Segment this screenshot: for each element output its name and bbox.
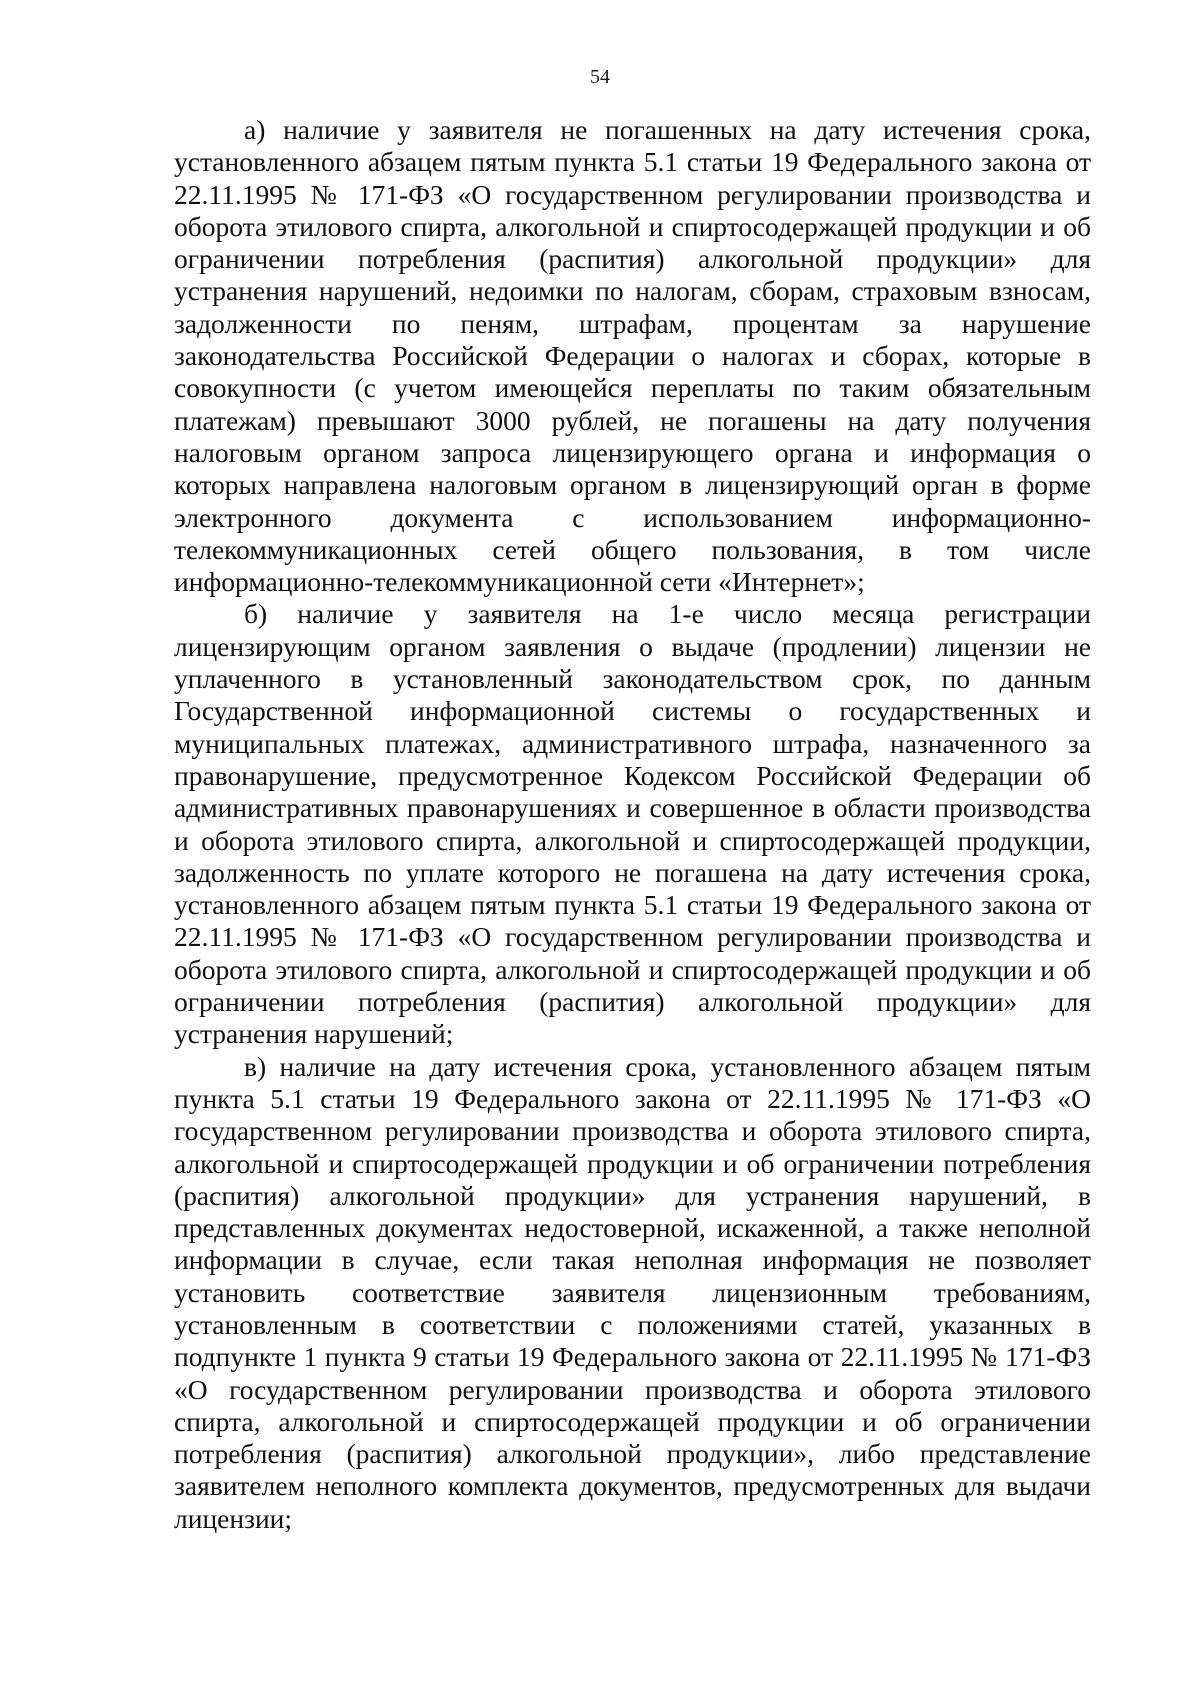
paragraph-b: б) наличие у заявителя на 1-е число месяца регистрации лицензирующим органом заявления о выдаче (продлении) лицензии не уплаченного в установленный законодательством срок, по данным Государственной информационной системы о государственных и муниципальных платежах, административного штрафа, назначенного за правонарушение, предусмотренное Кодексом Российской Федерации об административных правонарушениях и совершенное в области производства и оборота этилового спирта, алкогольной и спиртосодержащей продукции, задолженность по уплате которого не погашена на дату истечения срока, установленного абзацем пятым пункта 5.1 статьи 19 Федерального закона от 22.11.1995 № 171-ФЗ «О государственном регулировании производства и оборота этилового спирта, алкогольной и спиртосодержащей продукции и об ограничении потребления (распития) алкогольной продукции» для устранения нарушений; [174,598,1091,1050]
paragraph-a: а) наличие у заявителя не погашенных на дату истечения срока, установленного абзацем пятым пункта 5.1 статьи 19 Федерального закона от 22.11.1995 № 171-ФЗ «О государственном регулировании производства и оборота этилового спирта, алкогольной и спиртосодержащей продукции и об ограничении потребления (распития) алкогольной продукции» для устранения нарушений, недоимки по налогам, сборам, страховым взносам, задолженности по пеням, штрафам, процентам за нарушение законодательства Российской Федерации о налогах и сборах, которые в совокупности (с учетом имеющейся переплаты по таким обязательным платежам) превышают 3000 рублей, не погашены на дату получения налоговым органом запроса лицензирующего органа и информация о которых направлена налоговым органом в лицензирующий орган в форме электронного документа с использованием информационно-телекоммуникационных сетей общего пользования, в том числе информационно-телекоммуникационной сети «Интернет»; [174,114,1091,598]
page-number: 54 [590,66,610,88]
paragraph-v: в) наличие на дату истечения срока, установленного абзацем пятым пункта 5.1 статьи 19 Федерального закона от 22.11.1995 № 171-ФЗ «О государственном регулировании производства и оборота этилового спирта, алкогольной и спиртосодержащей продукции и об ограничении потребления (распития) алкогольной продукции» для устранения нарушений, в представленных документах недостоверной, искаженной, а также неполной информации в случае, если такая неполная информация не позволяет установить соответствие заявителя лицензионным требованиям, установленным в соответствии с положениями статей, указанных в подпункте 1 пункта 9 статьи 19 Федерального закона от 22.11.1995 № 171-ФЗ «О государственном регулировании производства и оборота этилового спирта, алкогольной и спиртосодержащей продукции и об ограничении потребления (распития) алкогольной продукции», либо представление заявителем неполного комплекта документов, предусмотренных для выдачи лицензии; [174,1050,1091,1534]
document-body [174,114,1091,1535]
